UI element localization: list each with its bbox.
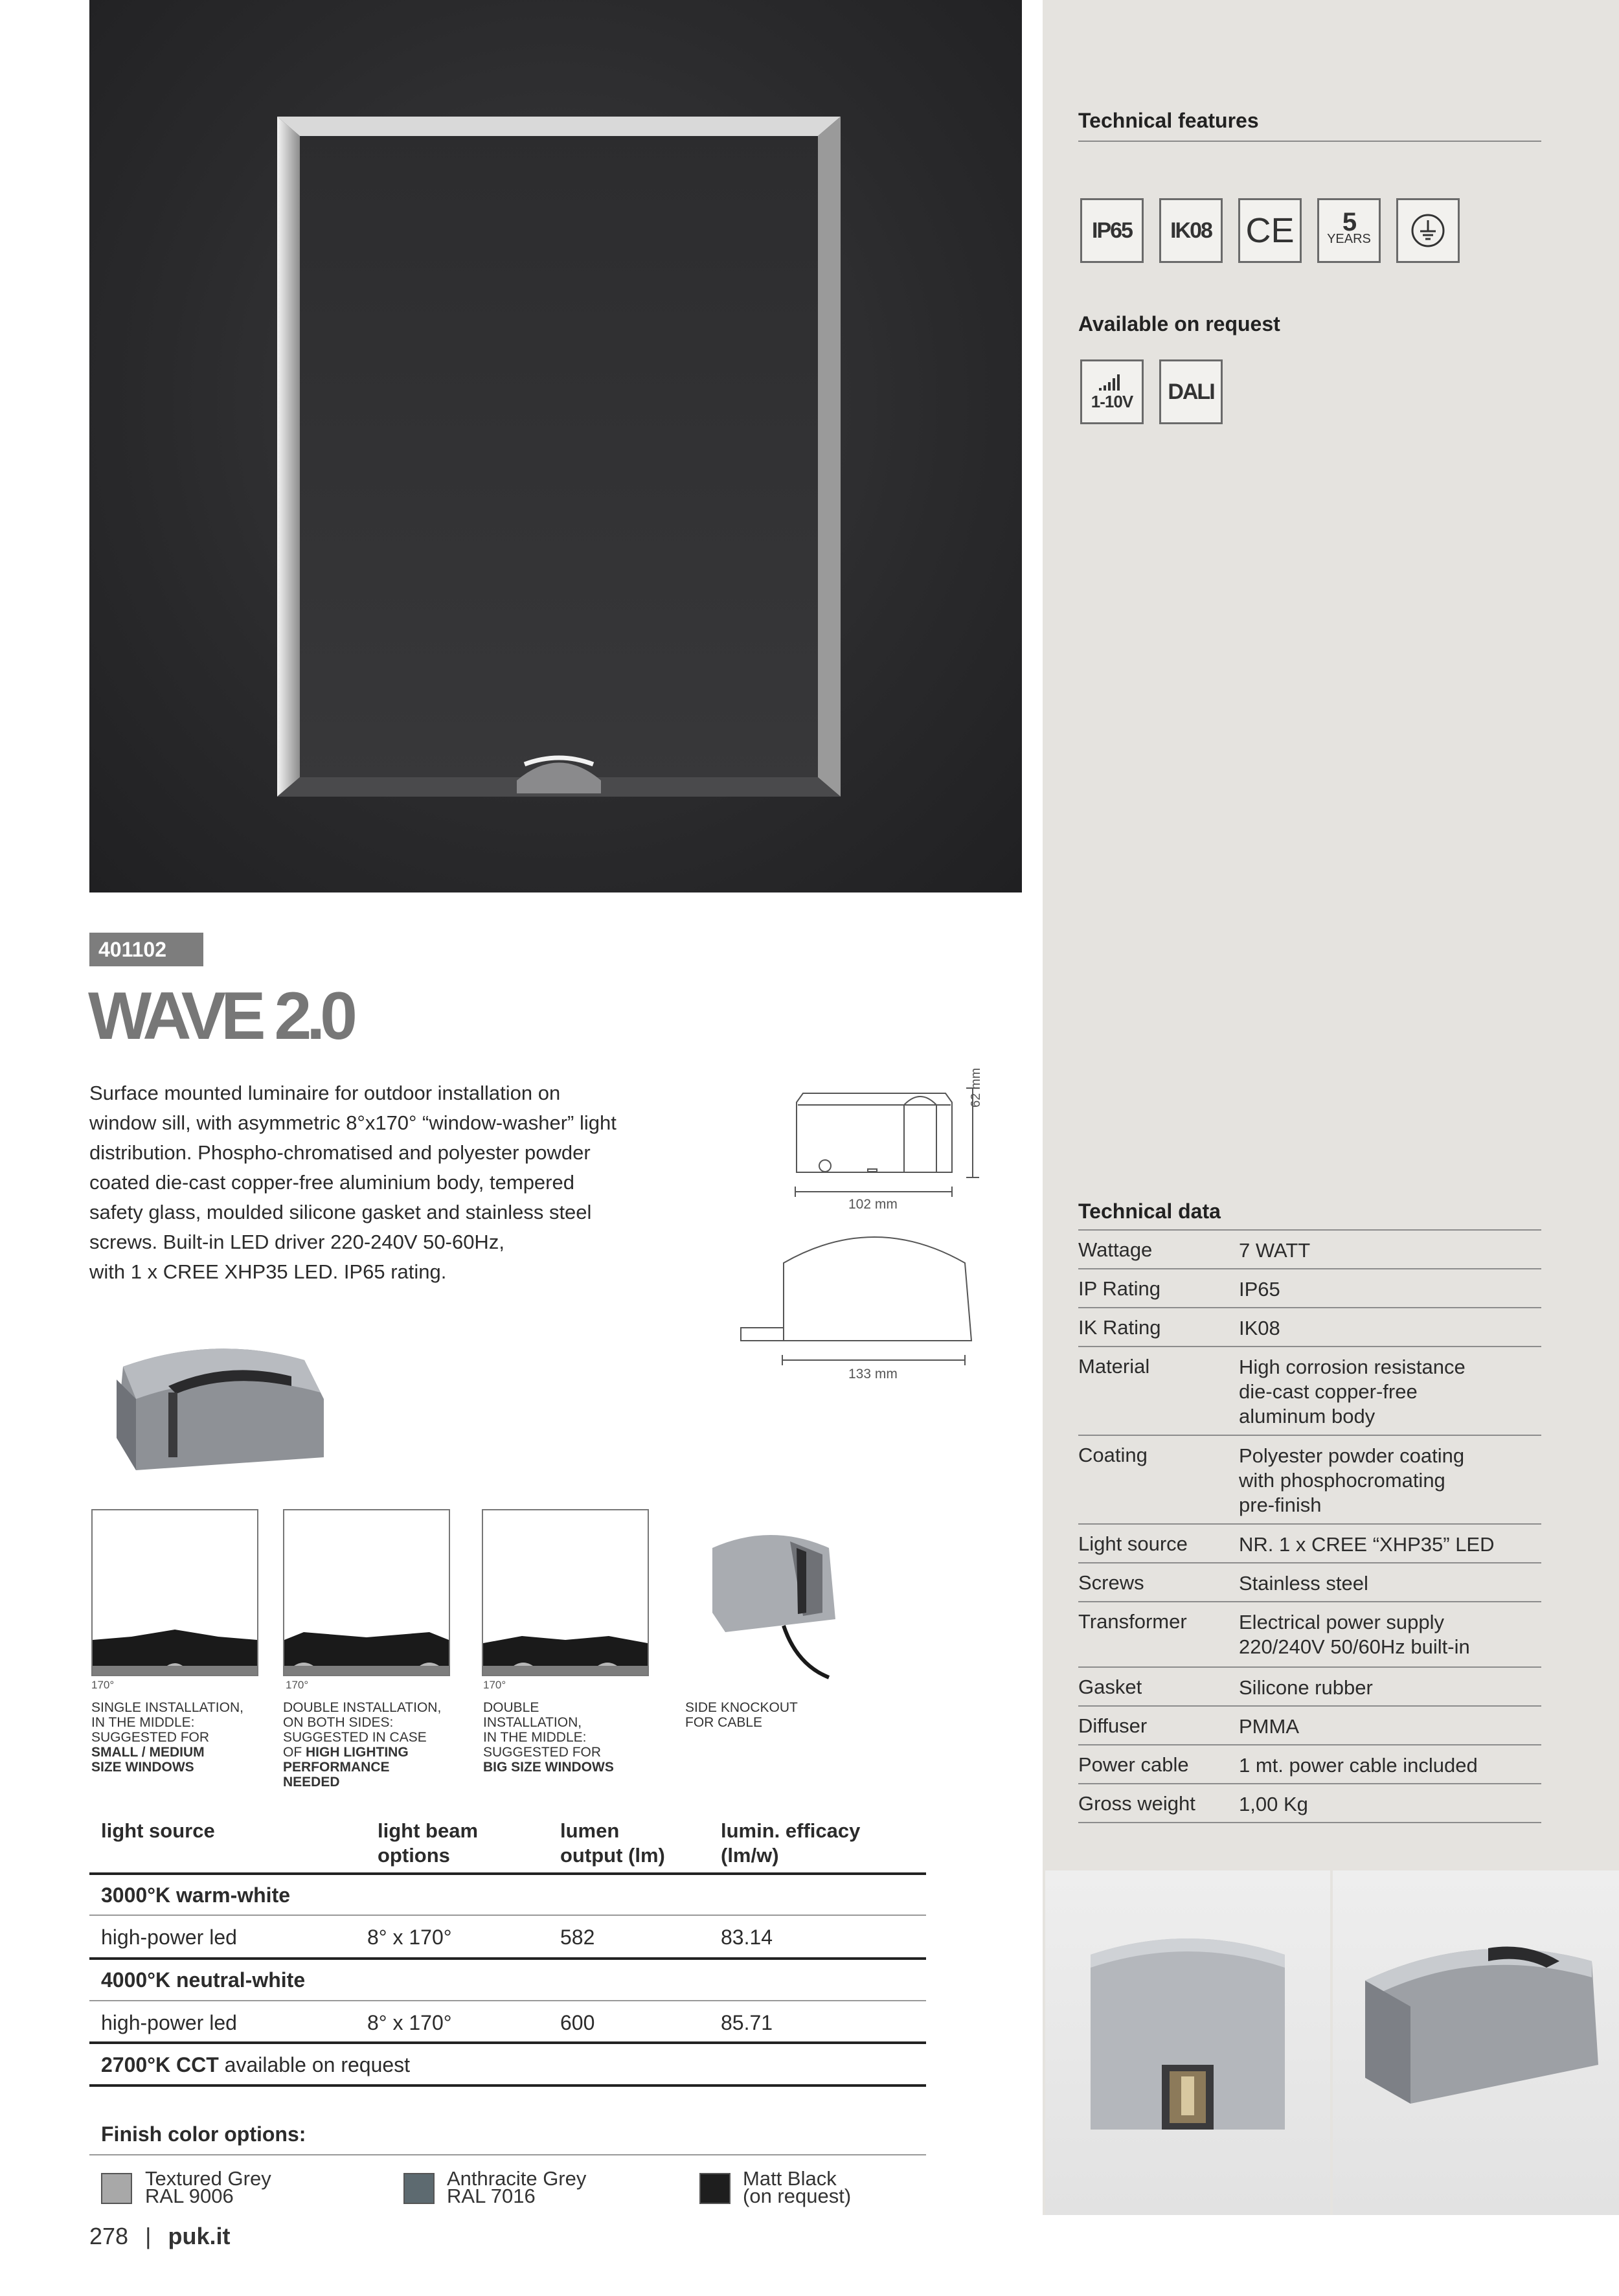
ce-mark-icon: CE: [1238, 198, 1302, 263]
divider: [89, 1957, 926, 1960]
group-title-4000k: 4000°K neutral-white: [101, 1968, 306, 1992]
ground-icon: [1396, 198, 1460, 263]
table-cell: 83.14: [721, 1926, 773, 1949]
page-number: 278: [89, 2223, 129, 2249]
divider: [1078, 1822, 1541, 1823]
finish-label: Matt Black (on request): [743, 2167, 852, 2207]
technical-features-heading: Technical features: [1078, 109, 1259, 132]
divider: [89, 2084, 926, 2087]
double-sides-installation-diagram: [283, 1509, 450, 1676]
table-cell: 8° x 170°: [367, 2011, 452, 2034]
divider: [89, 1915, 926, 1916]
divider: [89, 2154, 926, 2155]
divider: [1078, 1435, 1541, 1436]
front-view-photo: [1045, 1870, 1330, 2215]
beam-angle-label: 170°: [483, 1679, 506, 1691]
finish-swatch-textured-grey: [101, 2173, 132, 2204]
finish-label: Anthracite Grey RAL 7016: [447, 2167, 587, 2207]
product-photo-small: [97, 1321, 343, 1483]
side-knockout-photo: [699, 1516, 848, 1684]
divider: [1078, 1307, 1541, 1308]
beam-angle-label: 170°: [286, 1679, 309, 1691]
divider: [1078, 1705, 1541, 1707]
beam-angle-label: 170°: [91, 1679, 115, 1691]
divider: [1078, 1666, 1541, 1668]
dimming-1-10v-badge: 1-10V: [1080, 359, 1144, 424]
page-footer: 278 | puk.it: [89, 2223, 231, 2249]
height-dimension: 62 mm: [969, 1067, 983, 1108]
divider: [1078, 141, 1541, 142]
divider: [1078, 1229, 1541, 1231]
product-name: WAVE 2.0: [88, 979, 353, 1054]
table-cell: 582: [560, 1926, 595, 1949]
divider: [89, 2000, 926, 2001]
divider: [89, 2041, 926, 2044]
table-cell: high-power led: [101, 2011, 237, 2034]
installation-caption: DOUBLE INSTALLATION, IN THE MIDDLE: SUGGESTED FOR BIG SIZE WINDOWS: [483, 1700, 614, 1775]
divider: [1078, 1268, 1541, 1269]
table-cell: 600: [560, 2011, 595, 2034]
divider: [1078, 1523, 1541, 1525]
dimension-drawings: [738, 1075, 1010, 1386]
website-link[interactable]: puk.it: [168, 2223, 231, 2249]
divider: [1078, 1562, 1541, 1563]
finish-heading: Finish color options:: [101, 2122, 306, 2146]
signal-bars-icon: [1098, 372, 1126, 392]
finish-swatch-anthracite-grey: [403, 2173, 435, 2204]
divider: [89, 1872, 926, 1875]
dali-badge: DALI: [1159, 359, 1223, 424]
depth-dimension: 133 mm: [848, 1367, 898, 1381]
warranty-badge: 5 YEARS: [1317, 198, 1381, 263]
cct-availability-note: 2700°K CCT available on request: [101, 2053, 411, 2076]
available-on-request-heading: Available on request: [1078, 312, 1280, 335]
installation-caption: SIDE KNOCKOUT FOR CABLE: [685, 1700, 798, 1730]
hero-product-photo: [89, 0, 1022, 892]
col-header-light-beam: light beam options: [378, 1819, 479, 1867]
divider: [1078, 1346, 1541, 1347]
angled-view-photo: [1333, 1870, 1619, 2215]
table-cell: 8° x 170°: [367, 1926, 452, 1949]
product-description: Surface mounted luminaire for outdoor installation on window sill, with asymmetric 8°x170° “window-washer” light distribution. Phospho-chromatised and polyester powder coated die-cast copper-free aluminium body, tempered safety glass, moulded silicone gasket and stainless steel screws. Built-in LED driver 220-240V 50-60Hz, with 1 x CREE XHP35 LED. IP65 rating.: [89, 1082, 617, 1283]
single-installation-diagram: [91, 1509, 258, 1676]
window-wash-illustration: [89, 0, 1022, 892]
technical-data-heading: Technical data: [1078, 1199, 1221, 1223]
front-width-dimension: 102 mm: [848, 1197, 898, 1212]
double-middle-installation-diagram: [482, 1509, 649, 1676]
col-header-lumen: lumen output (lm): [560, 1819, 665, 1867]
installation-caption: SINGLE INSTALLATION, IN THE MIDDLE: SUGGESTED FOR SMALL / MEDIUM SIZE WINDOWS: [91, 1700, 243, 1775]
finish-label: Textured Grey RAL 9006: [145, 2167, 271, 2207]
product-code-badge: 401102: [89, 933, 203, 966]
col-header-light-source: light source: [101, 1819, 215, 1842]
ip65-badge: IP65: [1080, 198, 1144, 263]
installation-caption: DOUBLE INSTALLATION, ON BOTH SIDES: SUGGESTED IN CASE OF HIGH LIGHTING PERFORMANCE NEEDED: [283, 1700, 442, 1790]
divider: [1078, 1783, 1541, 1784]
finish-swatch-matt-black: [699, 2173, 730, 2204]
col-header-efficacy: lumin. efficacy (lm/w): [721, 1819, 861, 1867]
table-cell: high-power led: [101, 1926, 237, 1949]
ik08-badge: IK08: [1159, 198, 1223, 263]
divider: [1078, 1744, 1541, 1745]
group-title-3000k: 3000°K warm-white: [101, 1883, 291, 1907]
divider: [1078, 1601, 1541, 1602]
table-cell: 85.71: [721, 2011, 773, 2034]
